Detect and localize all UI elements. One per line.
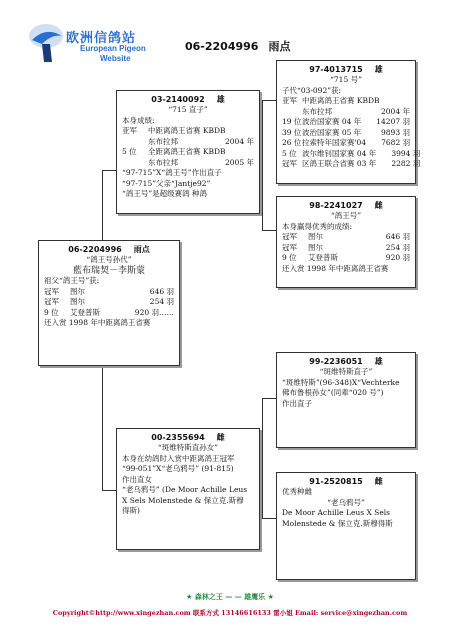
connector-sd-h xyxy=(262,230,276,231)
pigeon-gender: 雌 xyxy=(216,433,225,442)
result-row: 26 位 拉索特年国家赛'04 7682 羽 xyxy=(282,138,411,147)
card-title xyxy=(122,432,254,443)
result-row: 冠军 区鸽王联合省赛 03 年 2282 羽 xyxy=(282,159,421,168)
connector-sire-parents xyxy=(262,100,263,230)
result-row: 亚军 中距离鸽王省赛 KBDB xyxy=(122,126,226,135)
result-row: 39 位 波治国家赛 05 年 9893 羽 xyxy=(282,127,410,137)
result-row: 东布拉邦 2004 年 xyxy=(302,106,410,116)
connector-ss-h xyxy=(262,100,276,101)
pigeon-card-dam[interactable] xyxy=(116,428,260,550)
result-row: 冠军 图尔 646 羽 xyxy=(282,232,410,241)
site-logo[interactable] xyxy=(28,22,178,72)
pedigree-note: 本身在幼鸽时入赏中距离鸽王冠军 xyxy=(122,453,235,463)
result-row: 冠军 图尔 254 羽 xyxy=(44,297,174,306)
ring-number: 00-2355694 xyxy=(151,433,205,442)
result-row: 冠军 图尔 646 羽 xyxy=(44,286,174,296)
logo-english-line1: European Pigeon xyxy=(80,44,146,53)
pigeon-card-dam-sire[interactable] xyxy=(276,352,416,448)
logo-english-line2: Website xyxy=(100,54,131,63)
pigeon-gender: 雄 xyxy=(374,357,383,366)
connector-dam-parents xyxy=(262,398,263,518)
result-row: 5 位 波尔维钊国家赛 04 年 3994 羽 xyxy=(282,148,421,158)
card-title xyxy=(122,94,254,105)
ring-number: 99-2236051 xyxy=(309,357,363,366)
result-row: 东布拉邦 2005 年 xyxy=(148,157,254,167)
pigeon-gender: 雌 xyxy=(374,201,383,210)
card-subtitle: “斑维特斯直子” xyxy=(319,367,373,376)
card-subtitle: “鸽王号孙代” xyxy=(86,255,132,264)
pigeon-gender: 雄 xyxy=(216,95,225,104)
card-intro: 本身赢得优秀的成绩: xyxy=(282,221,353,231)
card-title xyxy=(282,200,410,211)
pedigree-note: X Sels Molenstede & 保立克.斯穆 xyxy=(122,495,244,505)
result-row: 冠军 图尔 254 羽 xyxy=(282,242,410,252)
result-row: 5 位 全距离鸽王省赛 KBDB xyxy=(122,147,226,156)
award-note: 还入赏 1998 年中距离鸽王省赛 xyxy=(44,318,151,327)
card-subtitle: “斑维特斯直孙女” xyxy=(157,443,219,452)
footer-copyright[interactable]: Copyright©http://www.xingezhan.com 联系方式 13146616133 雷小姐 Email: service@xingezhan.com xyxy=(52,609,408,617)
pedigree-note: “97-715”X“鸽王号”作出直子 xyxy=(122,168,222,177)
card-title xyxy=(282,64,410,75)
pigeon-gender: 雌 xyxy=(374,477,383,486)
card-title xyxy=(282,356,410,367)
pedigree-note: “97-715”父亲“Jantje92” xyxy=(122,178,211,188)
title-ring: 06-2204996 xyxy=(185,40,259,53)
pedigree-note: 得斯) xyxy=(122,506,140,515)
pedigree-note: Molenstede & 保立克.斯穆得斯 xyxy=(282,518,393,528)
breeder-line: 藍布瑞契－李斯蒙 xyxy=(72,265,145,276)
ring-number: 97-4013715 xyxy=(309,65,363,74)
pigeon-card-sire-sire[interactable] xyxy=(276,60,421,184)
result-row: 东布拉邦 2004 年 xyxy=(148,136,254,146)
result-row: 9 位 艾登普斯 920 羽…… xyxy=(44,307,174,317)
pigeon-card-sire-dam[interactable] xyxy=(276,196,416,288)
pigeon-gender: 雄 xyxy=(374,65,383,74)
pedigree-note: 作出直女 xyxy=(122,474,152,484)
award-note: 还入赏 1998 年中距离鸽王省赛 xyxy=(282,263,389,273)
pedigree-note: “99-051”X“老乌鸦号” (91-815) xyxy=(122,464,234,473)
pigeon-name: 雨点 xyxy=(133,245,150,254)
card-intro: 子代“03-092”获: xyxy=(282,85,342,95)
pedigree-note: 佛布鲁根孙女”(同辈“020 号”) xyxy=(282,388,384,397)
connector-sire-h xyxy=(102,170,116,171)
pedigree-note: De Moor Achille Leus X Sels xyxy=(282,508,391,517)
connector-ds-h xyxy=(262,398,276,399)
result-row: 亚军 中距离鸽王省赛 KBDB xyxy=(282,96,380,105)
pigeon-card-sire[interactable] xyxy=(116,90,260,214)
connector-dam-h xyxy=(102,490,116,491)
page-title xyxy=(185,38,290,54)
ring-number: 91-2520815 xyxy=(309,477,363,486)
ring-number: 03-2140092 xyxy=(151,95,205,104)
pigeon-card-dam-dam[interactable] xyxy=(276,472,416,580)
pigeon-card-subject[interactable] xyxy=(38,240,180,366)
connector-subject-dam xyxy=(102,366,103,491)
grandfather-line: 祖父“鸽王号”获: xyxy=(44,276,100,285)
ring-number: 98-2241027 xyxy=(309,201,363,210)
result-row: 9 位 艾登普斯 920 羽 xyxy=(282,253,410,262)
pedigree-note: 优秀种雌 xyxy=(282,487,312,496)
pedigree-note: “鸽王号”是超级赛鸽 种鸽 xyxy=(122,189,208,198)
connector-dd-h xyxy=(262,518,276,519)
card-subtitle: “715 直子” xyxy=(168,105,208,114)
title-name: 雨点 xyxy=(268,40,291,53)
result-row: 19 位 波治国家赛 04 年 14207 羽 xyxy=(282,117,410,126)
logo-chinese-text: 欧洲信鸽站 xyxy=(66,31,137,46)
ring-number: 06-2204996 xyxy=(68,245,122,254)
pigeon-logo-icon xyxy=(28,22,68,66)
footer-slogan: ★ 森林之王 — — 雄鹰乐 ★ xyxy=(186,593,274,601)
card-title xyxy=(282,476,410,487)
card-subtitle: “鸽王号” xyxy=(330,211,362,220)
card-title xyxy=(44,244,174,255)
pedigree-note: “斑维特斯”(96-348)X“Vechterke xyxy=(282,377,400,387)
pedigree-note: 作出直子 xyxy=(282,398,312,408)
connector-subject-sire xyxy=(102,170,103,240)
card-subtitle: “老乌鸦号” xyxy=(327,497,365,507)
card-subtitle: “715 号” xyxy=(330,75,362,84)
pedigree-note: “老乌鸦号” (De Moor Achille Leus xyxy=(122,485,248,494)
card-intro: 本身成绩: xyxy=(122,115,155,125)
